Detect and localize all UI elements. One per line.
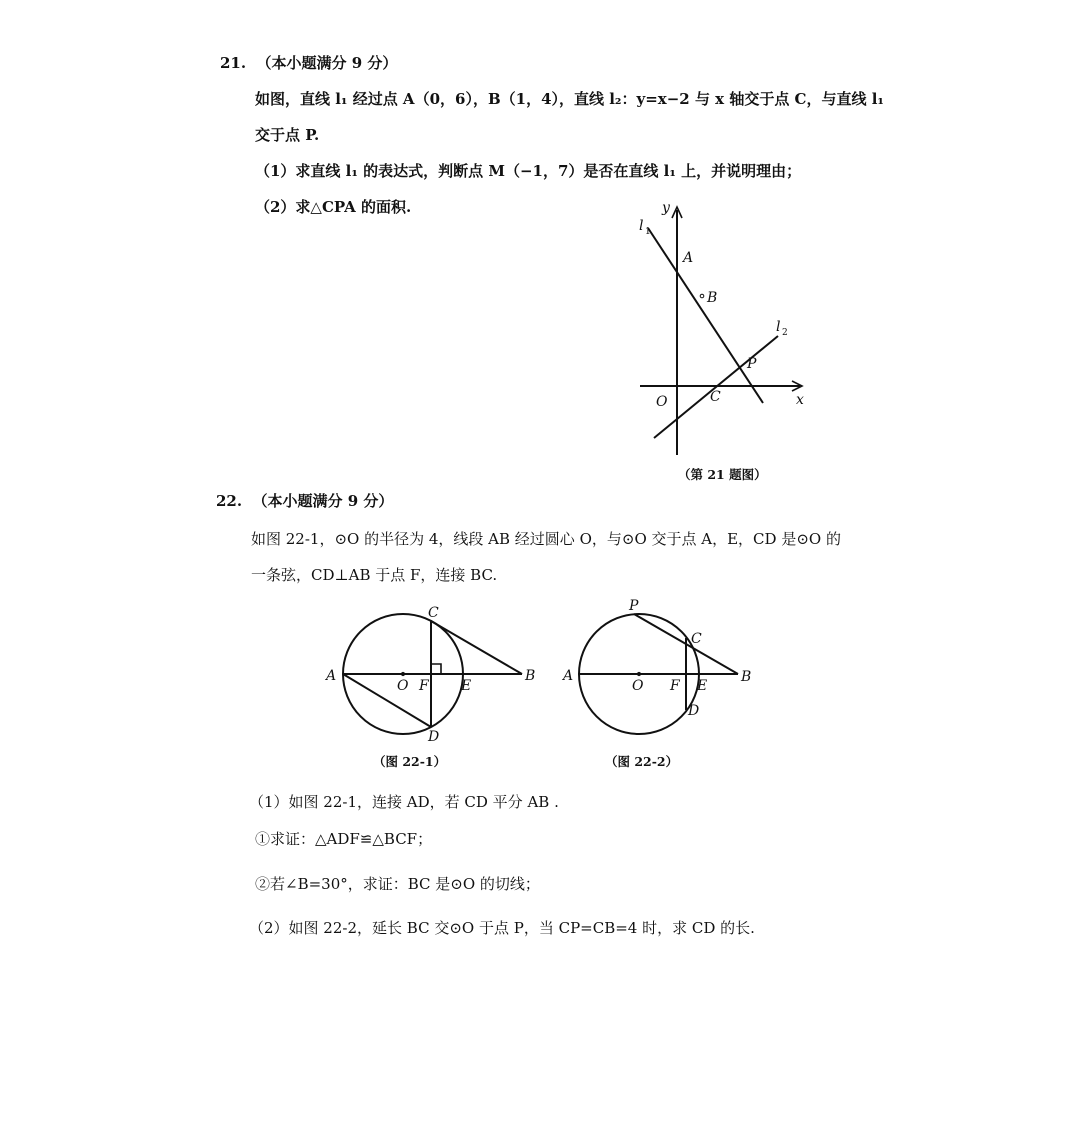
segment-bc-fig1 xyxy=(431,621,522,674)
label-f-fig2: F xyxy=(670,678,680,694)
label-e-fig2: E xyxy=(697,678,708,694)
q22-part1-sub1: ①求证：△ADF≌△BCF； xyxy=(255,830,433,848)
q21-part2: （2）求△CPA 的面积. xyxy=(255,198,412,216)
q21-stem-line1: 如图，直线 l₁ 经过点 A（0，6），B（1，4），直线 l₂：y=x−2 与 x 轴交于点 C，与直线 l₁ xyxy=(255,90,884,108)
label-c-fig1: C xyxy=(428,605,439,621)
q21-stem-line2: 交于点 P. xyxy=(255,126,320,144)
q21-header: 21. （本小题满分 9 分） xyxy=(220,54,398,72)
label-e-fig1: E xyxy=(461,678,472,694)
line-l2-subscript: 2 xyxy=(782,328,788,338)
q21-part1: （1）求直线 l₁ 的表达式，判断点 M（−1，7）是否在直线 l₁ 上，并说明理由； xyxy=(255,162,802,180)
y-axis-label: y xyxy=(662,200,670,216)
label-d-fig2: D xyxy=(688,703,700,719)
label-b-fig2: B xyxy=(741,669,752,685)
label-a-fig1: A xyxy=(326,668,337,684)
point-b-label: B xyxy=(707,290,718,306)
q21-figure-caption: （第 21 题图） xyxy=(678,467,767,482)
q22-header: 22. （本小题满分 9 分） xyxy=(216,492,394,510)
label-b-fig1: B xyxy=(525,668,536,684)
label-p-fig2: P xyxy=(629,598,639,614)
q22-part2: （2）如图 22-2，延长 BC 交⊙O 于点 P，当 CP=CB=4 时，求 CD 的长. xyxy=(249,919,755,937)
label-d-fig1: D xyxy=(428,729,440,745)
fig-22-1-caption: （图 22-1） xyxy=(373,754,447,769)
fig-22-1 xyxy=(343,614,522,734)
line-l1-subscript: 1 xyxy=(645,227,651,237)
line-l2-label: l xyxy=(776,319,781,335)
origin-label: O xyxy=(656,394,668,410)
label-a-fig2: A xyxy=(563,668,574,684)
q22-part1-sub2: ②若∠B=30°，求证：BC 是⊙O 的切线； xyxy=(255,875,540,893)
point-p-label: P xyxy=(747,356,757,372)
label-c-fig2: C xyxy=(691,631,702,647)
label-f-fig1: F xyxy=(419,678,429,694)
q22-stem-line2: 一条弦，CD⊥AB 于点 F，连接 BC. xyxy=(251,566,498,584)
point-c-label: C xyxy=(710,389,721,405)
q22-stem-line1: 如图 22-1，⊙O 的半径为 4，线段 AB 经过圆心 O，与⊙O 交于点 A，E，CD 是⊙O 的 xyxy=(251,530,841,548)
segment-ad-fig1 xyxy=(343,674,431,727)
fig-22-2-caption: （图 22-2） xyxy=(605,754,679,769)
right-angle-mark xyxy=(431,664,441,674)
label-o-fig2: O xyxy=(632,678,644,694)
q22-part1: （1）如图 22-1，连接 AD，若 CD 平分 AB . xyxy=(249,793,559,811)
x-axis-label: x xyxy=(796,392,804,408)
fig-22-2 xyxy=(579,614,738,734)
line-l1-label: l xyxy=(639,218,644,234)
point-a-label: A xyxy=(683,250,694,266)
label-o-fig1: O xyxy=(397,678,409,694)
